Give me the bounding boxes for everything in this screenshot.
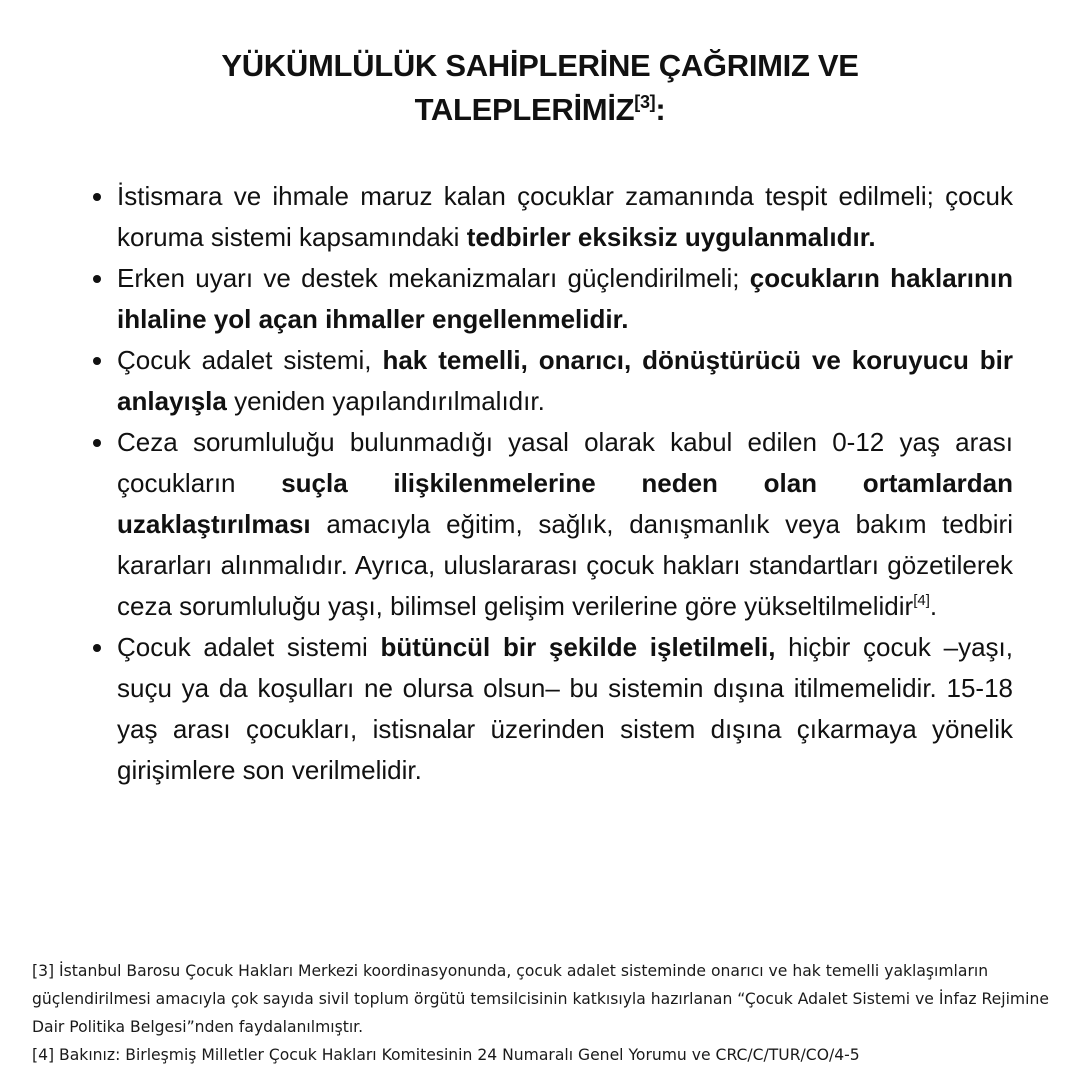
- item-text: İstismara ve ihmale maruz kalan çocuklar zamanında tespit edilmeli; çocuk koruma sistemi kapsamındaki: [117, 181, 1013, 252]
- list-item: [117, 258, 1013, 340]
- footnote-3: [3] İstanbul Barosu Çocuk Hakları Merkezi koordinasyonunda, çocuk adalet sisteminde onarıcı ve hak temelli yaklaşımların güçlendirilmesi amacıyla çok sayıda sivil toplum örgütü temsilcisinin katkısıyla hazırlanan “Çocuk Adalet Sistemi ve İnfaz Rejimine Dair Politika Belgesi”nden faydalanılmıştır.: [32, 962, 1049, 1036]
- title-footnote-ref[interactable]: [3]: [634, 92, 656, 112]
- list-item: [117, 176, 1013, 258]
- title-line-2: TALEPLERİMİZ: [414, 92, 635, 127]
- item-bold-text: çocukların haklarının ihlaline yol açan ihmaller engellenmelidir.: [117, 263, 1013, 334]
- footnotes: [32, 957, 1052, 1069]
- item-text: Çocuk adalet sistemi: [117, 632, 381, 662]
- item-text: yeniden yapılandırılmalıdır.: [226, 386, 545, 416]
- item-text: hiçbir çocuk –yaşı, suçu ya da koşulları ne olursa olsun– bu sistemin dışına itilmemelidir. 15-18 yaş arası çocukları, istisnalar üzerinden sistem dışına çıkarmaya yönelik girişimlere son verilmelidir.: [117, 632, 1013, 785]
- footnote-4: [4] Bakınız: Birleşmiş Milletler Çocuk Hakları Komitesinin 24 Numaralı Genel Yorumu ve CRC/C/TUR/CO/4-5: [32, 1046, 860, 1064]
- list-item: [117, 340, 1013, 422]
- list-item: [117, 422, 1013, 627]
- item-text: Ceza sorumluluğu bulunmadığı yasal olarak kabul edilen 0-12 yaş arası çocukların: [117, 427, 1013, 498]
- item-bold-text: suçla ilişkilenmelerine neden olan ortamlardan uzaklaştırılması: [117, 468, 1013, 539]
- demands-list: [117, 176, 1013, 791]
- item-text: Çocuk adalet sistemi,: [117, 345, 383, 375]
- page-title: [90, 44, 990, 132]
- item-bold-text: hak temelli, onarıcı, dönüştürücü ve koruyucu bir anlayışla: [117, 345, 1013, 416]
- title-line-1: YÜKÜMLÜLÜK SAHİPLERİNE ÇAĞRIMIZ VE: [221, 48, 859, 83]
- list-item: [117, 627, 1013, 791]
- item-text: .: [929, 591, 938, 621]
- item-footnote-ref[interactable]: [4]: [913, 592, 930, 609]
- title-colon: :: [655, 92, 666, 127]
- item-bold-text: tedbirler eksiksiz uygulanmalıdır.: [466, 222, 876, 252]
- item-bold-text: bütüncül bir şekilde işletilmeli,: [380, 632, 776, 662]
- item-text: Erken uyarı ve destek mekanizmaları güçlendirilmeli;: [117, 263, 750, 293]
- item-text: amacıyla eğitim, sağlık, danışmanlık veya bakım tedbiri kararları alınmalıdır. Ayrıca, uluslararası çocuk hakları standartları gözetilerek ceza sorumluluğu yaşı, bilimsel gelişim verilerine göre yükseltilmelidir: [117, 509, 1013, 621]
